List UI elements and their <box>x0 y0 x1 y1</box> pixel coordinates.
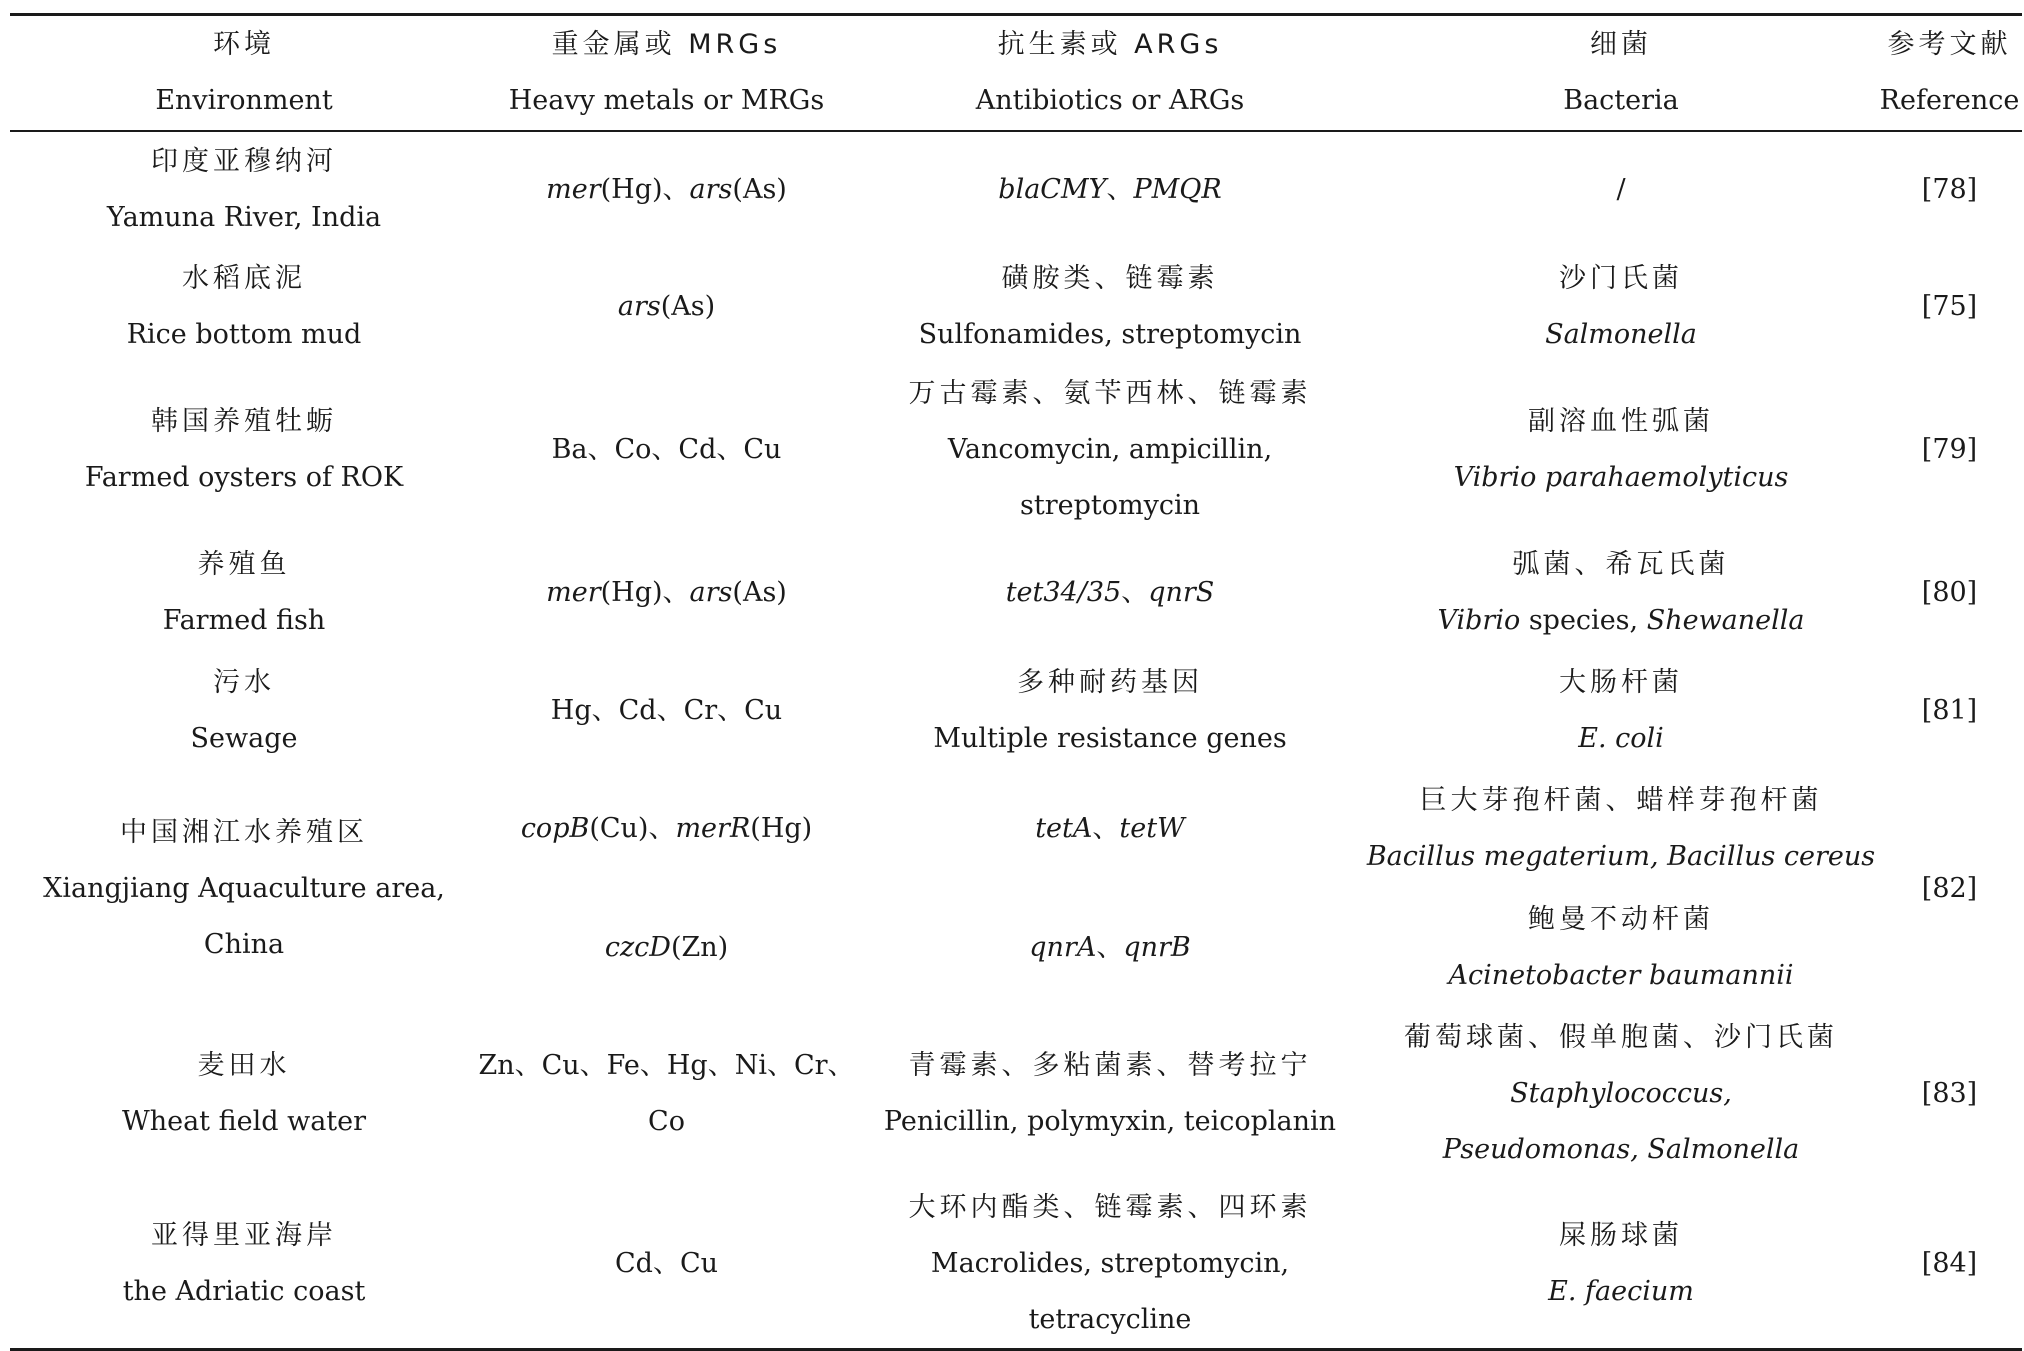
italic-term: qnrS <box>1148 577 1215 608</box>
cell-reference: [84] <box>1921 1247 1978 1279</box>
cell-bacteria: 屎肠球菌 E. faecium <box>1548 1219 1694 1307</box>
cell-environment: 养殖鱼 Farmed fish <box>162 549 326 636</box>
cell-antibiotics <box>855 534 1365 653</box>
italic-term: mer <box>546 173 601 205</box>
header-reference: 参考文献 Reference <box>1879 28 2020 116</box>
header-metals: 重金属或 MRGs Heavy metals or MRGs <box>508 28 825 116</box>
table-row <box>10 248 2022 366</box>
cell-antibiotics <box>855 888 1365 1008</box>
text-run: (As) <box>732 577 787 608</box>
cell-metals: Ba、Co、Cd、Cu <box>551 433 782 465</box>
table-row <box>10 1180 2022 1350</box>
table-row <box>10 1008 2022 1180</box>
table-row <box>10 534 2022 653</box>
cell-reference: [83] <box>1921 1077 1978 1109</box>
text-run: (Cu)、 <box>589 812 676 844</box>
text-run: 、 <box>1092 812 1120 844</box>
cell-environment: 中国湘江水养殖区 Xiangjiang Aquaculture area, China <box>43 816 445 960</box>
header-bacteria: 细菌 Bacteria <box>1563 28 1679 116</box>
table-row <box>10 366 2022 534</box>
text-run: (Hg) <box>750 812 813 844</box>
cell-metals <box>478 888 855 1008</box>
table-row <box>10 653 2022 770</box>
cell-metals: Zn、Cu、Fe、Hg、Ni、Cr、Co <box>478 1049 855 1137</box>
cell-reference: [75] <box>1921 290 1978 322</box>
italic-term: Vibrio <box>1437 605 1521 636</box>
cell-environment: 水稻底泥 Rice bottom mud <box>126 262 362 350</box>
cell-antibiotics: 青霉素、多粘菌素、替考拉宁 Penicillin, polymyxin, teicoplanin <box>883 1049 1337 1137</box>
table-header <box>10 15 2022 131</box>
italic-term: tetA <box>1035 812 1093 844</box>
cell-environment: 亚得里亚海岸 the Adriatic coast <box>122 1219 366 1307</box>
italic-term: tetW <box>1119 812 1185 844</box>
italic-term: Shewanella <box>1646 605 1805 636</box>
cell-bacteria: 沙门氏菌 Salmonella <box>1545 262 1697 350</box>
cell-antibiotics <box>855 770 1365 888</box>
text-run: species, <box>1520 605 1647 636</box>
text-run: (Hg)、 <box>600 173 690 205</box>
cell-environment: 印度亚穆纳河 Yamuna River, India <box>106 145 382 233</box>
cell-reference: [79] <box>1921 433 1978 465</box>
cell-antibiotics: 大环内酯类、链霉素、四环素 Macrolides, streptomycin, tetracycline <box>908 1191 1312 1335</box>
cell-antibiotics <box>855 131 1365 248</box>
cell-reference: [82] <box>1921 872 1978 904</box>
italic-term: qnrA <box>1029 931 1097 963</box>
cell-reference: [78] <box>1921 173 1978 205</box>
text-run: (As) <box>660 290 716 322</box>
text-run: 、 <box>1096 931 1124 963</box>
cell-bacteria: 大肠杆菌 E. coli <box>1559 667 1683 754</box>
cell-environment: 麦田水 Wheat field water <box>121 1049 367 1137</box>
cell-metals: Cd、Cu <box>615 1247 718 1279</box>
italic-term: mer <box>546 577 601 608</box>
italic-term: ars <box>689 577 733 608</box>
italic-term: qnrB <box>1123 931 1191 963</box>
text-run: (As) <box>732 173 787 205</box>
cell-metals <box>478 131 855 248</box>
italic-term: merR <box>675 812 751 844</box>
cell-metals <box>478 534 855 653</box>
cell-reference: [81] <box>1921 695 1978 726</box>
cell-metals: Hg、Cd、Cr、Cu <box>550 695 783 726</box>
cell-reference: [80] <box>1921 577 1978 608</box>
italic-term: tet34/35 <box>1005 577 1122 608</box>
cell-environment: 韩国养殖牡蛎 Farmed oysters of ROK <box>84 405 404 493</box>
header-antibiotics: 抗生素或 ARGs Antibiotics or ARGs <box>975 28 1245 116</box>
header-environment: 环境 Environment <box>155 28 333 116</box>
document <box>10 13 2022 1351</box>
cell-bacteria: / <box>1616 173 1626 205</box>
text-run: (Hg)、 <box>600 577 690 608</box>
text-run: 、 <box>1106 173 1134 205</box>
italic-term: copB <box>520 812 590 844</box>
cell-bacteria: 葡萄球菌、假单胞菌、沙门氏菌 Staphylococcus, Pseudomonas, Salmonella <box>1404 1021 1838 1165</box>
cell-bacteria: 巨大芽孢杆菌、蜡样芽孢杆菌 Bacillus megaterium, Bacillus cereus <box>1366 784 1876 872</box>
cell-antibiotics: 多种耐药基因 Multiple resistance genes <box>933 667 1287 754</box>
cell-metals <box>478 248 855 366</box>
italic-term: czcD <box>604 931 671 963</box>
cell-antibiotics: 磺胺类、链霉素 Sulfonamides, streptomycin <box>918 262 1302 350</box>
italic-term: ars <box>617 290 661 322</box>
text-run: (Zn) <box>670 931 729 963</box>
italic-term: ars <box>689 173 733 205</box>
text-run: 、 <box>1121 577 1149 608</box>
cell-bacteria: 弧菌、希瓦氏菌 Vibrio species, Shewanella <box>1437 549 1805 636</box>
cell-environment: 污水 Sewage <box>190 667 298 754</box>
cell-bacteria: 副溶血性弧菌 Vibrio parahaemolyticus <box>1453 405 1789 493</box>
italic-term: blaCMY <box>998 173 1107 205</box>
data-table <box>10 13 2022 1351</box>
cell-metals <box>478 770 855 888</box>
cell-antibiotics: 万古霉素、氨苄西林、链霉素 Vancomycin, ampicillin, streptomycin <box>908 377 1312 521</box>
italic-term: PMQR <box>1133 173 1222 205</box>
cell-bacteria: 鲍曼不动杆菌 Acinetobacter baumannii <box>1448 903 1794 991</box>
table-row <box>10 770 2022 888</box>
table-row <box>10 131 2022 248</box>
